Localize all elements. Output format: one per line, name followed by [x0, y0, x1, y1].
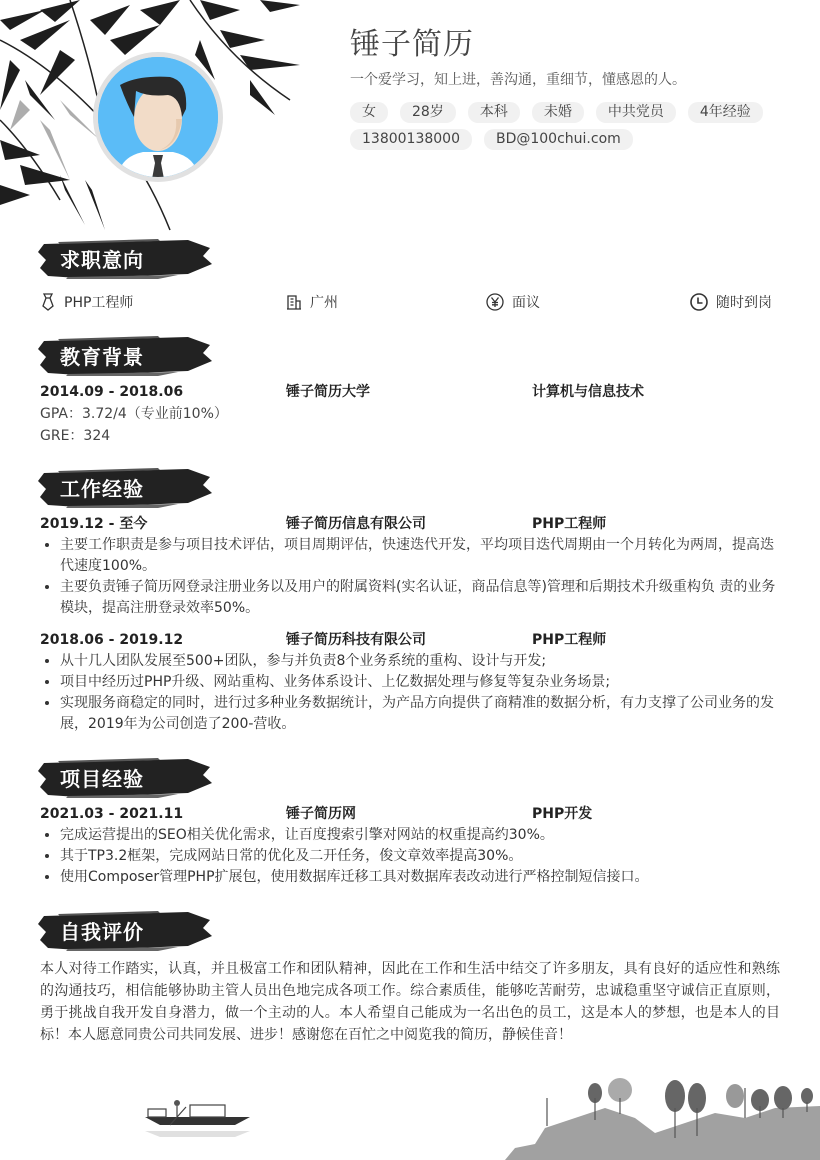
education-entry-head: [40, 381, 780, 403]
tag-age: 28岁: [400, 102, 456, 123]
work-bullets: [40, 651, 780, 735]
section-title-projects: [38, 757, 213, 799]
section-title-education: [38, 335, 213, 377]
candidate-motto: 一个爱学习，知上进，善沟通，重细节，懂感恩的人。: [350, 72, 686, 88]
project-entry: [40, 803, 780, 888]
tie-icon: [40, 293, 56, 311]
list-item: 实现服务商稳定的同时，进行过多种业务数据统计，为产品方向提供了商精准的数据分析，有力支撑了公司业务的发展，2019年为公司创造了200-营收。: [40, 693, 780, 735]
intent-row: [40, 292, 780, 312]
tag-degree: 本科: [468, 102, 520, 123]
list-item: 项目中经历过PHP升级、网站重构、业务体系设计、上亿数据处理与修复等复杂业务场景;: [40, 672, 780, 693]
section-title-text: 项目经验: [60, 767, 144, 791]
project-bullets: [40, 825, 780, 888]
candidate-name: 锤子简历: [350, 27, 474, 62]
list-item: 主要工作职责是参与项目技术评估，项目周期评估，快速迭代开发，平均项目迭代周期由一个月转化为两周，提高迭代速度100%。: [40, 535, 780, 577]
yen-icon: [486, 293, 504, 311]
list-item: 其于TP3.2框架，完成网站日常的优化及二开任务，俊文章效率提高30%。: [40, 846, 780, 867]
intent-city-label: 广州: [310, 295, 338, 311]
tag-experience: 4年经验: [688, 102, 763, 123]
work-entry-head: [40, 513, 780, 535]
section-title-self-evaluation: [38, 910, 213, 952]
work-entry: [40, 513, 780, 619]
clock-icon: [690, 293, 708, 311]
section-self-evaluation: [40, 910, 780, 1046]
list-item: 主要负责锤子简历网登录注册业务以及用户的附属资料(实名认证，商品信息等)管理和后期技术升级重构负 责的业务模块，提高注册登录效率50%。: [40, 577, 780, 619]
tag-email: BD@100chui.com: [484, 129, 633, 150]
work-role: PHP工程师: [532, 632, 607, 648]
list-item: 完成运营提出的SEO相关优化需求，让百度搜索引擎对网站的权重提高约30%。: [40, 825, 780, 846]
work-company: 锤子简历科技有限公司: [286, 632, 426, 648]
landscape-decoration-icon: [505, 1078, 820, 1160]
section-title-text: 工作经验: [60, 477, 144, 501]
intent-availability-label: 随时到岗: [716, 295, 772, 311]
work-period: 2019.12 - 至今: [40, 516, 148, 532]
section-title-text: 教育背景: [60, 345, 144, 369]
list-item: 使用Composer管理PHP扩展包，使用数据库迁移工具对数据库表改动进行严格控制短信接口。: [40, 867, 780, 888]
section-projects: [40, 757, 780, 888]
resume-header: [350, 24, 790, 150]
intent-position-label: PHP工程师: [64, 295, 134, 311]
intent-availability: [690, 292, 772, 312]
tag-political: 中共党员: [596, 102, 676, 123]
work-entry-head: [40, 629, 780, 651]
tag-phone: 13800138000: [350, 129, 472, 150]
section-title-job-intent: [38, 238, 213, 280]
intent-position: [40, 292, 286, 312]
male-avatar-icon: [98, 57, 218, 177]
intent-salary: [486, 292, 690, 312]
intent-salary-label: 面议: [512, 295, 540, 311]
education-entry: [40, 381, 780, 447]
work-bullets: [40, 535, 780, 619]
work-period: 2018.06 - 2019.12: [40, 632, 184, 648]
project-entry-head: [40, 803, 780, 825]
intent-city: [286, 292, 486, 312]
tag-gender: 女: [350, 102, 388, 123]
section-title-text: 求职意向: [60, 248, 144, 272]
education-gpa: GPA：3.72/4（专业前10%）: [40, 406, 228, 422]
avatar: [93, 52, 223, 182]
education-period: 2014.09 - 2018.06: [40, 384, 184, 400]
project-name: 锤子简历网: [286, 806, 356, 822]
education-major: 计算机与信息技术: [532, 384, 644, 400]
boat-decoration-icon: [140, 1095, 260, 1145]
list-item: 从十几人团队发展至500+团队，参与并负责8个业务系统的重构、设计与开发;: [40, 651, 780, 672]
self-evaluation-text: 本人对待工作踏实，认真，并且极富工作和团队精神，因此在工作和生活中结交了许多朋友，具有良好的适应性和熟练的沟通技巧，相信能够协助主管人员出色地完成各项工作。综合素质佳，能够吃苦耐劳，忠诚稳重坚守诚信正直原则，勇于挑战自我开发自身潜力，做一个主动的人。本人希望自己能成为一名出色的员工，这是本人的梦想，也是本人的目标！本人愿意同贵公司共同发展、进步！感谢您在百忙之中阅览我的简历，静候佳音！: [40, 961, 780, 1043]
education-gre: GRE：324: [40, 428, 111, 444]
tag-marital: 未婚: [532, 102, 584, 123]
profile-tags: [350, 102, 780, 150]
work-company: 锤子简历信息有限公司: [286, 516, 426, 532]
work-role: PHP工程师: [532, 516, 607, 532]
section-work: [40, 467, 780, 735]
project-period: 2021.03 - 2021.11: [40, 806, 184, 822]
building-icon: [286, 294, 302, 310]
work-entry: [40, 629, 780, 735]
education-school: 锤子简历大学: [286, 384, 370, 400]
section-job-intent: [40, 238, 780, 312]
section-education: [40, 335, 780, 447]
section-title-text: 自我评价: [60, 920, 144, 944]
project-role: PHP开发: [532, 806, 593, 822]
section-title-work: [38, 467, 213, 509]
